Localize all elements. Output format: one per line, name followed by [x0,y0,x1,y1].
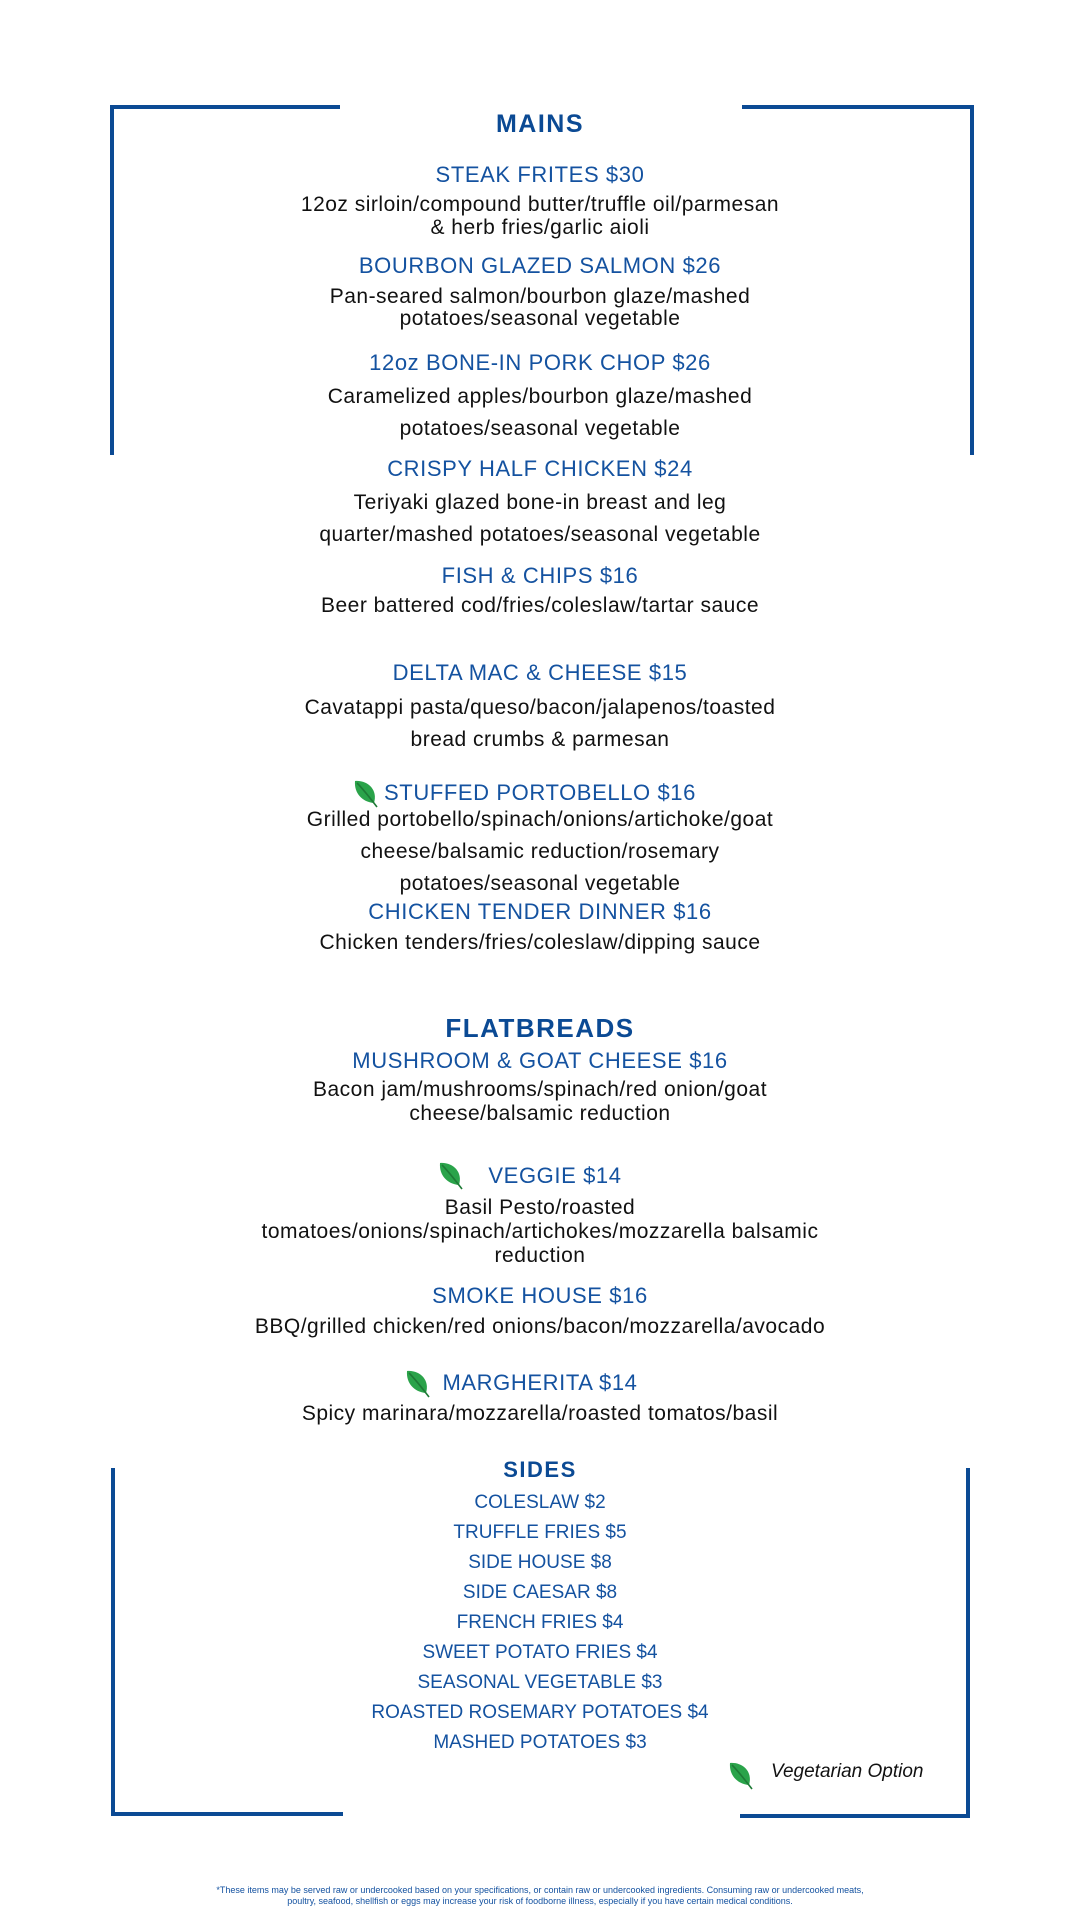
side-item: COLESLAW $2 [474,1492,606,1513]
mains-title: MAINS [495,110,585,138]
menu-item-title: 12oz BONE-IN PORK CHOP $26 [369,350,711,375]
menu-item-description: Cavatappi pasta/queso/bacon/jalapenos/toasted bread crumbs & parmesan [304,696,776,751]
flatbreads-title: FLATBREADS [445,1013,635,1043]
menu-item-title: MUSHROOM & GOAT CHEESE $16 [352,1048,728,1073]
menu-item-description: 12oz sirloin/compound butter/truffle oil/parmesan & herb fries/garlic aioli [300,193,780,239]
menu-item-description: Grilled portobello/spinach/onions/artichoke/goat cheese/balsamic reduction/rosemary potatoes/seasonal vegetable [306,808,774,895]
menu-item-title: CRISPY HALF CHICKEN $24 [387,456,693,481]
sides-title: SIDES [503,1457,577,1482]
menu-item-title: BOURBON GLAZED SALMON $26 [358,253,722,278]
legend-label: Vegetarian Option [771,1761,924,1782]
menu-item-title: DELTA MAC & CHEESE $15 [392,660,688,685]
frame-bottom-left-line [111,1812,343,1816]
menu-item-title: CHICKEN TENDER DINNER $16 [368,899,712,924]
menu-item-title: FISH & CHIPS $16 [441,563,639,588]
side-item: SIDE CAESAR $8 [462,1582,618,1603]
menu-item-description: Spicy marinara/mozzarella/roasted tomatos/basil [301,1402,779,1425]
menu-item-description: Teriyaki glazed bone-in breast and leg quarter/mashed potatoes/seasonal vegetable [319,491,761,546]
menu-item-description: Basil Pesto/roasted tomatoes/onions/spinach/artichokes/mozzarella balsamic reduction [261,1196,819,1267]
menu-item-title: VEGGIE $14 [488,1163,622,1188]
frame-top-right-line [742,105,974,109]
allergen-footnote: *These items may be served raw or undercooked based on your specifications, or contain raw or undercooked ingredients. Consuming raw or undercooked meats, poultry, seafood, shellfish or eggs may increase your risk of foodborne illness, especially if you have certain medical conditions. [216,1885,864,1906]
menu-item-description: Bacon jam/mushrooms/spinach/red onion/goat cheese/balsamic reduction [312,1078,768,1125]
leaf-icon [727,1760,755,1790]
side-item: FRENCH FRIES $4 [456,1612,624,1633]
menu-item-title: MARGHERITA $14 [442,1370,638,1395]
menu-item-description: Pan-seared salmon/bourbon glaze/mashed potatoes/seasonal vegetable [329,285,751,330]
menu-item-description: BBQ/grilled chicken/red onions/bacon/mozzarella/avocado [254,1315,826,1338]
menu-item-description: Beer battered cod/fries/coleslaw/tartar sauce [320,594,760,617]
menu-item-description: Chicken tenders/fries/coleslaw/dipping sauce [319,931,761,954]
side-item: SWEET POTATO FRIES $4 [422,1642,658,1663]
menu-item-title: STUFFED PORTOBELLO $16 [384,780,696,805]
side-item: ROASTED ROSEMARY POTATOES $4 [371,1702,709,1723]
menu-item-title: STEAK FRITES $30 [435,162,645,187]
side-item: SEASONAL VEGETABLE $3 [417,1672,663,1693]
frame-bottom-right-line [740,1814,970,1818]
side-item: TRUFFLE FRIES $5 [453,1522,627,1543]
menu-item-title: SMOKE HOUSE $16 [432,1283,648,1308]
frame-top-left-line [110,105,340,109]
menu-item-description: Caramelized apples/bourbon glaze/mashed potatoes/seasonal vegetable [327,385,753,440]
side-item: MASHED POTATOES $3 [433,1732,647,1753]
side-item: SIDE HOUSE $8 [468,1552,612,1573]
